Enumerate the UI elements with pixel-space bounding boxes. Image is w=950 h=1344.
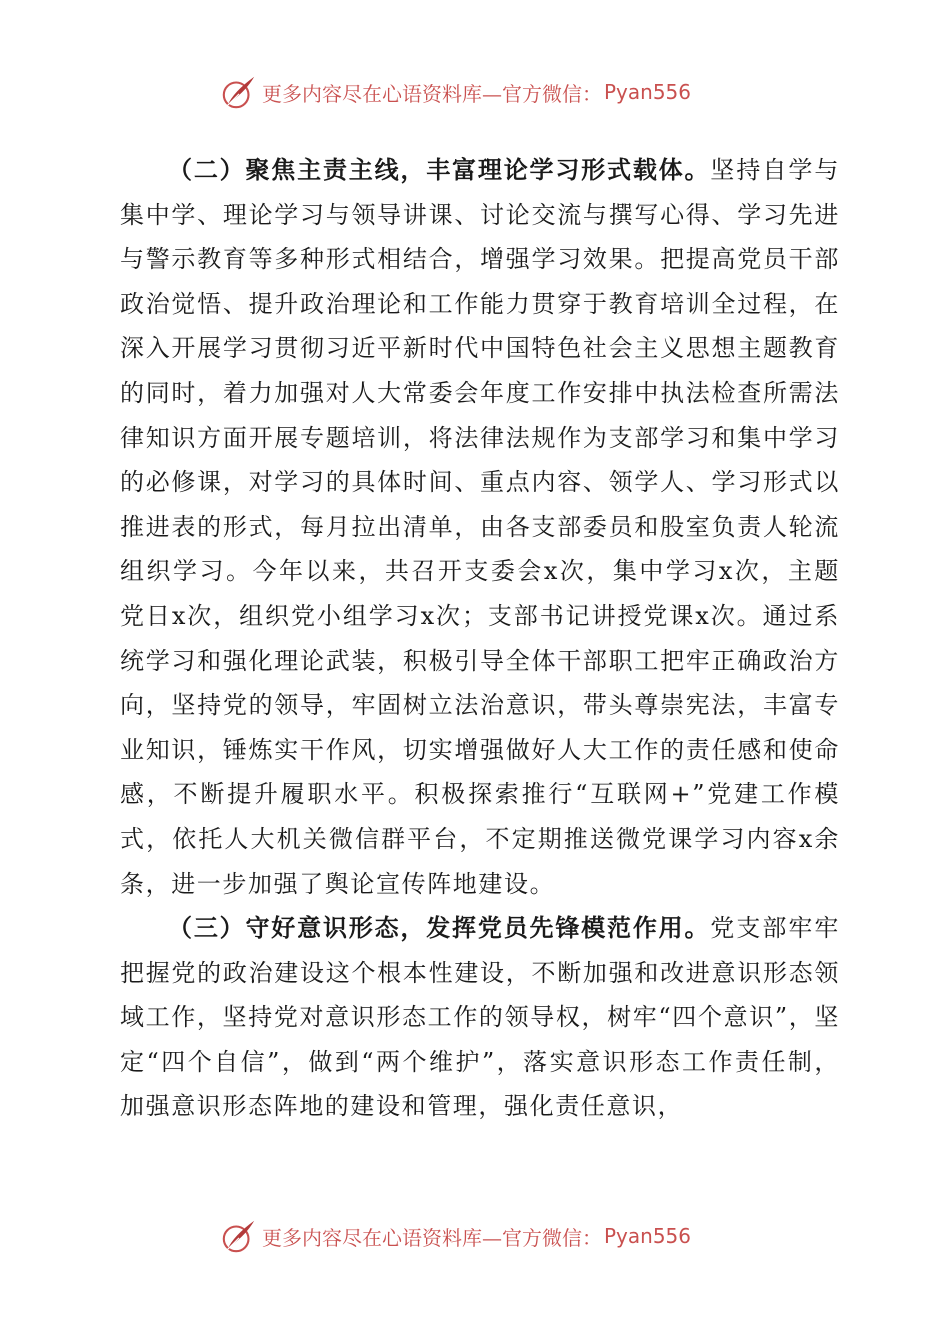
quill-logo-icon: [220, 1217, 258, 1255]
watermark-footer: [220, 1216, 740, 1256]
paragraph-heading: （三）守好意识形态，发挥党员先锋模范作用。: [168, 913, 711, 943]
watermark-account: Pyan556: [604, 1224, 692, 1248]
watermark-account: Pyan556: [604, 80, 692, 104]
paragraph-heading: （二）聚焦主责主线，丰富理论学习形式载体。: [168, 155, 711, 184]
paragraph-text: 坚持自学与集中学、理论学习与领导讲课、讨论交流与撰写心得、学习先进与警示教育等多种形式相结合，增强学习效果。把提高党员干部政治觉悟、提升政治理论和工作能力贯穿于教育培训全过程，在深入开展学习贯彻习近平新时代中国特色社会主义思想主题教育的同时，着力加强对人大常委会年度工作安排中执法检查所需法律知识方面开展专题培训，将法律法规作为支部学习和集中学习的必修课，对学习的具体时间、重点内容、领学人、学习形式以推进表的形式，每月拉出清单，由各支部委员和股室负责人轮流组织学习。今年以来，共召开支委会x次，集中学习x次，主题党日x次，组织党小组学习x次；支部书记讲授党课x次。通过系统学习和强化理论武装，积极引导全体干部职工把牢正确政治方向，坚持党的领导，牢固树立法治意识，带头尊崇宪法，丰富专业知识，锤炼实干作风，切实增强做好人大工作的责任感和使命感，不断提升履职水平。积极探索推行“互联网+”党建工作模式，依托人大机关微信群平台，不定期推送微党课学习内容x余条，进一步加强了舆论宣传阵地建设。: [120, 156, 840, 898]
watermark-header: [220, 72, 740, 112]
paragraph-text: 党支部牢牢把握党的政治建设这个根本性建设，不断加强和改进意识形态领域工作，坚持党对意识形态工作的领导权，树牢“四个意识”，坚定“四个自信”，做到“两个维护”，落实意识形态工作责任制，加强意识形态阵地的建设和管理，强化责任意识，: [120, 914, 840, 1121]
paragraph-2: [120, 148, 840, 906]
watermark-text: 更多内容尽在心语资料库—官方微信：: [262, 81, 602, 106]
paragraph-3: [120, 906, 840, 1129]
watermark-text: 更多内容尽在心语资料库—官方微信：: [262, 1225, 602, 1250]
document-body: [120, 148, 840, 1129]
quill-logo-icon: [220, 73, 258, 111]
